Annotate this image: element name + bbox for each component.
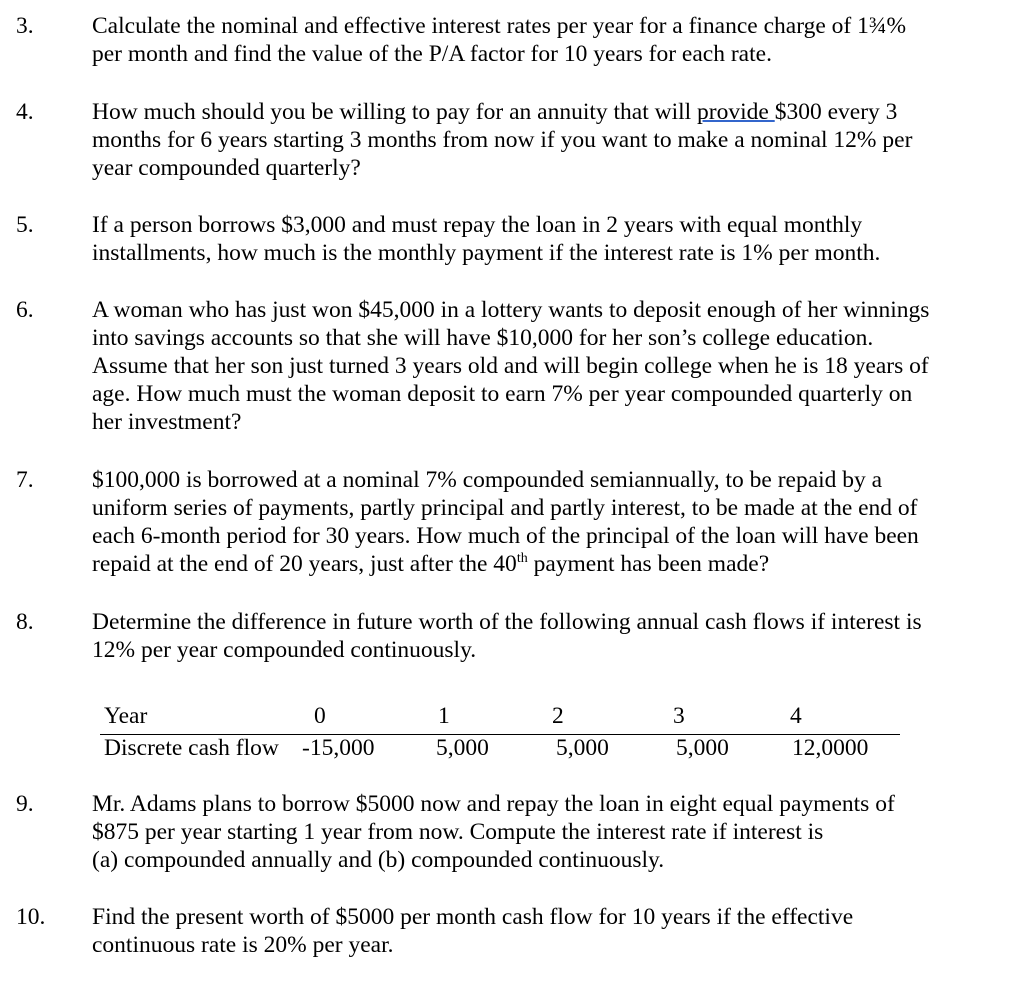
ordinal-superscript: th [516,551,528,566]
table-header-row [100,702,900,732]
problem-number: 3. [16,13,34,39]
text-fragment: $300 every 3 [774,99,898,125]
cash-flow-cell: 5,000 [556,735,609,761]
problem-text [92,466,992,578]
text-line: (a) compounded annually and (b) compounded continuously. [92,847,665,873]
text-line: each 6-month period for 30 years. How much of the principal of the loan will have been [92,523,919,549]
problem-text [92,608,992,664]
year-cell: 1 [438,703,450,729]
text-line: installments, how much is the monthly payment if the interest rate is 1% per month. [92,240,881,266]
text-line: uniform series of payments, partly principal and partly interest, to be made at the end of [92,495,918,521]
text-line: 12% per year compounded continuously. [92,637,477,663]
cash-flow-cell: 12,0000 [792,735,869,761]
text-line: her investment? [92,409,242,435]
text-line [92,98,992,126]
problem-text [92,12,992,68]
table-data-row [100,734,900,764]
problem-number: 5. [16,212,34,238]
cash-flow-cell: 5,000 [676,735,729,761]
text-line: $875 per year starting 1 year from now. Compute the interest rate if interest is [92,819,824,845]
text-line: continuous rate is 20% per year. [92,932,394,958]
problem-number: 7. [16,467,34,493]
text-line: months for 6 years starting 3 months from now if you want to make a nominal 12% per [92,127,913,153]
text-line: If a person borrows $3,000 and must repay the loan in 2 years with equal monthly [92,212,863,238]
text-line: A woman who has just won $45,000 in a lottery wants to deposit enough of her winnings [92,297,930,323]
text-line: age. How much must the woman deposit to earn 7% per year compounded quarterly on [92,381,913,407]
problem-text [92,790,992,874]
year-header-label: Year [104,703,148,729]
text-line [92,550,992,578]
year-cell: 2 [552,703,564,729]
problem-number: 6. [16,297,34,323]
text-fragment: How much should you be willing to pay for an annuity that will [92,99,698,125]
cash-flow-cell: 5,000 [436,735,489,761]
problem-number: 8. [16,609,34,635]
problem-text [92,98,992,182]
text-line: Mr. Adams plans to borrow $5000 now and repay the loan in eight equal payments of [92,791,895,817]
problem-text [92,296,992,436]
cash-flow-table [100,702,900,766]
problem-text [92,211,992,267]
problem-text [92,903,992,959]
text-line: $100,000 is borrowed at a nominal 7% compounded semiannually, to be repaid by a [92,467,883,493]
text-fragment: payment has been made? [527,551,770,577]
text-line: Calculate the nominal and effective interest rates per year for a finance charge of 1¾% [92,13,907,39]
problem-number: 9. [16,791,34,817]
text-fragment: repaid at the end of 20 years, just after the 40 [92,551,517,577]
text-line: Find the present worth of $5000 per month cash flow for 10 years if the effective [92,904,854,930]
text-line: per month and find the value of the P/A factor for 10 years for each rate. [92,41,772,67]
text-line: year compounded quarterly? [92,155,361,181]
text-line: Assume that her son just turned 3 years old and will begin college when he is 18 years of [92,353,929,379]
text-line: Determine the difference in future worth of the following annual cash flows if interest is [92,609,922,635]
cash-flow-cell: -15,000 [302,735,375,761]
underlined-link[interactable]: provide [697,99,775,125]
cash-flow-row-label: Discrete cash flow [104,735,279,761]
year-cell: 3 [673,703,685,729]
text-line: into savings accounts so that she will have $10,000 for her son’s college education. [92,325,874,351]
year-cell: 4 [790,703,802,729]
year-cell: 0 [314,703,326,729]
problem-number: 10. [16,904,46,930]
problem-number: 4. [16,99,34,125]
